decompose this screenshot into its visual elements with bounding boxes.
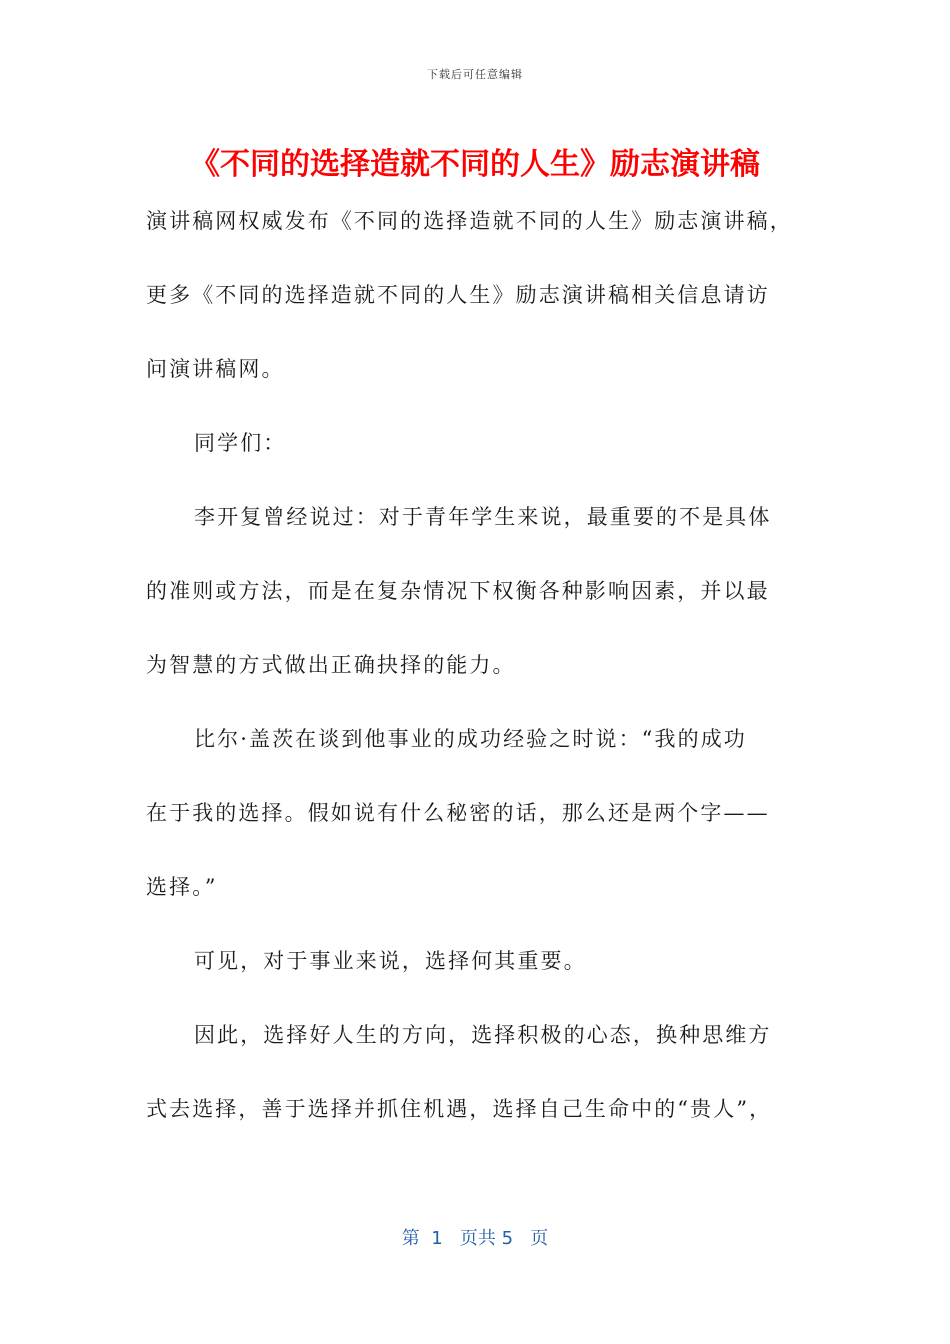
body-line: 为智慧的方式做出正确抉择的能力。 — [146, 653, 516, 677]
body-line: 同学们： — [194, 431, 287, 455]
body-line: 的准则或方法，而是在复杂情况下权衡各种影响因素，并以最 — [146, 579, 770, 603]
body-line: 在于我的选择。假如说有什么秘密的话，那么还是两个字—— — [146, 801, 770, 825]
body-line: 问演讲稿网。 — [146, 357, 285, 381]
document-title: 《不同的选择造就不同的人生》励志演讲稿 — [190, 147, 760, 182]
document-body — [146, 184, 806, 1146]
body-line: 选择。” — [146, 875, 218, 899]
body-line: 李开复曾经说过：对于青年学生来说，最重要的不是具体 — [194, 505, 772, 529]
body-line: 可见，对于事业来说，选择何其重要。 — [194, 949, 587, 973]
page-number-footer: 第 1 页共 5 页 — [401, 1228, 549, 1249]
body-line: 式去选择，善于选择并抓住机遇，选择自己生命中的“贵人”， — [146, 1097, 773, 1121]
body-line: 更多《不同的选择造就不同的人生》励志演讲稿相关信息请访 — [146, 283, 770, 307]
body-line: 演讲稿网权威发布《不同的选择造就不同的人生》励志演讲稿， — [146, 209, 793, 233]
body-line: 因此，选择好人生的方向，选择积极的心态，换种思维方 — [194, 1023, 772, 1047]
body-line: 比尔·盖茨在谈到他事业的成功经验之时说：“我的成功 — [194, 727, 747, 751]
header-note: 下载后可任意编辑 — [427, 68, 523, 81]
